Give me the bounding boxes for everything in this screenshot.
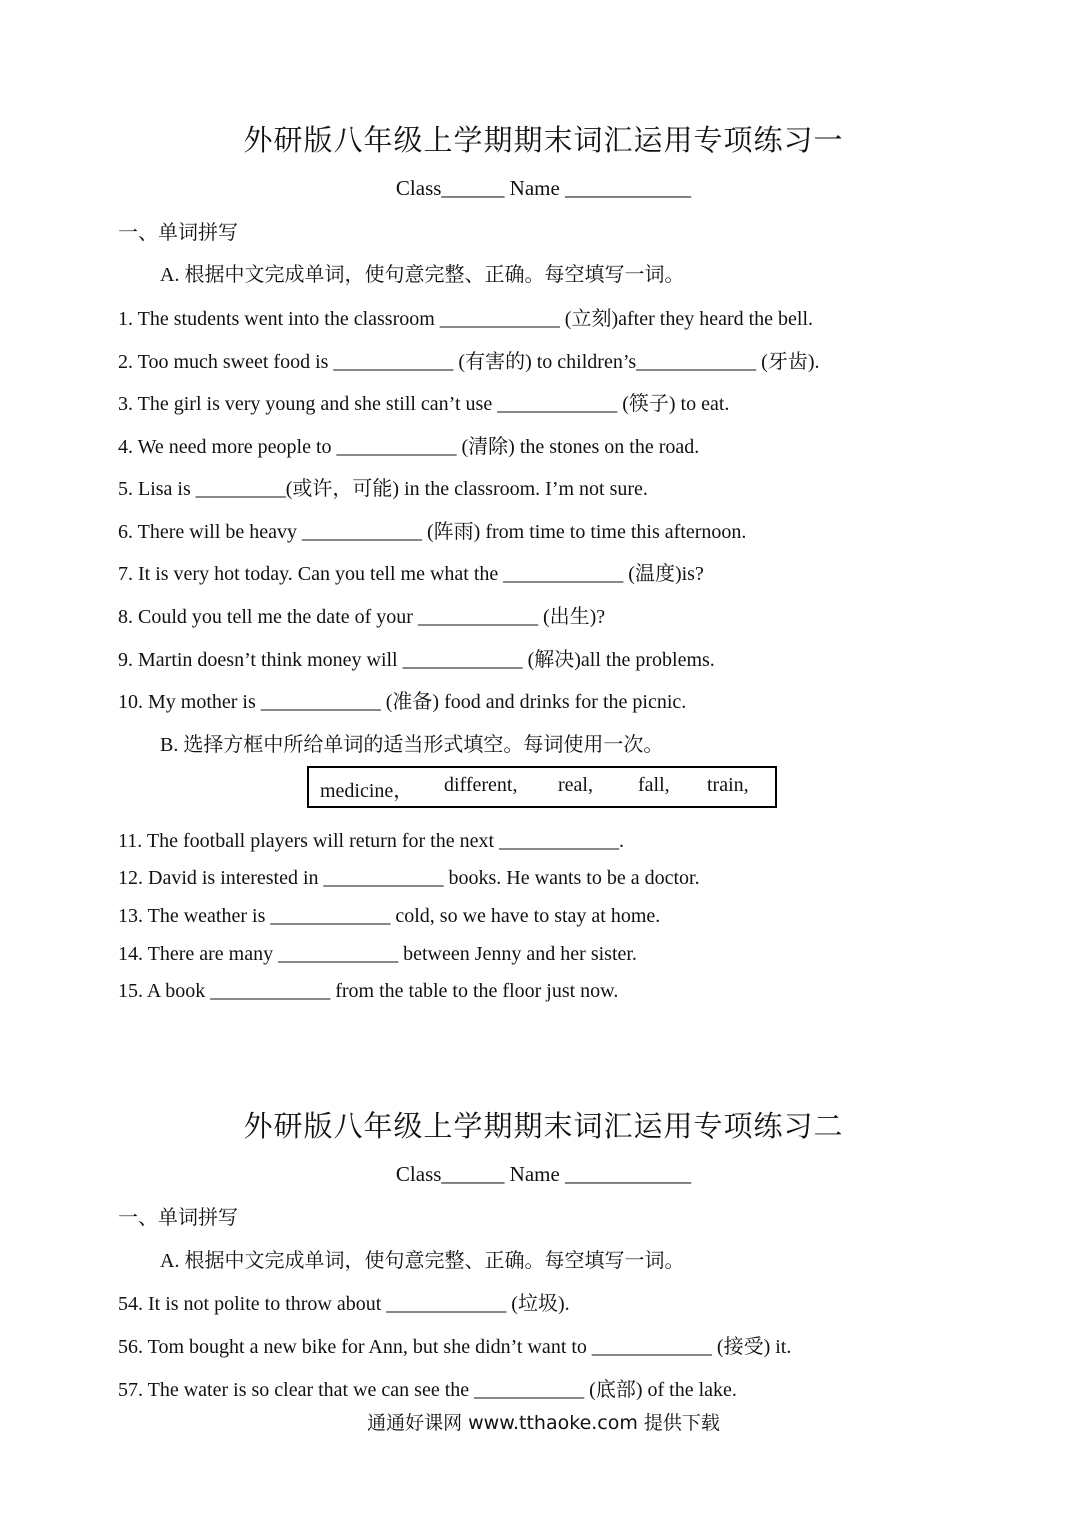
- page-title-1: 外研版八年级上学期期末词汇运用专项练习一: [243, 125, 844, 157]
- word-box-item: train,: [707, 774, 749, 796]
- page-title-2: 外研版八年级上学期期末词汇运用专项练习二: [243, 1111, 844, 1143]
- question-56: 56. Tom bought a new bike for Ann, but she didn’t want to ____________ (接受) it.: [118, 1336, 792, 1358]
- word-box-item: medicine，: [320, 780, 414, 802]
- word-box-item: fall,: [638, 774, 670, 796]
- question-12: 12. David is interested in ____________ books. He wants to be a doctor.: [118, 867, 700, 889]
- question-10: 10. My mother is ____________ (准备) food and drinks for the picnic.: [118, 691, 687, 713]
- section-heading-2: 一、单词拼写: [118, 1207, 238, 1229]
- question-6: 6. There will be heavy ____________ (阵雨) from time to time this afternoon.: [118, 521, 747, 543]
- question-11: 11. The football players will return for the next ____________.: [118, 830, 625, 852]
- question-3: 3. The girl is very young and she still can’t use ____________ (筷子) to eat.: [118, 393, 730, 415]
- instruction-a-2: A. 根据中文完成单词，使句意完整、正确。每空填写一词。: [160, 1250, 685, 1272]
- question-57: 57. The water is so clear that we can see the ___________ (底部) of the lake.: [118, 1379, 737, 1401]
- question-13: 13. The weather is ____________ cold, so we have to stay at home.: [118, 905, 661, 927]
- question-4: 4. We need more people to ____________ (清除) the stones on the road.: [118, 436, 700, 458]
- question-1: 1. The students went into the classroom ____________ (立刻)after they heard the bell.: [118, 308, 814, 330]
- instruction-a-1: A. 根据中文完成单词，使句意完整、正确。每空填写一词。: [160, 264, 685, 286]
- question-7: 7. It is very hot today. Can you tell me what the ____________ (温度)is?: [118, 563, 704, 585]
- question-8: 8. Could you tell me the date of your ____________ (出生)?: [118, 606, 606, 628]
- word-box-item: different,: [444, 774, 518, 796]
- class-name-line-2: Class______ Name ____________: [395, 1162, 692, 1186]
- footer-source: 通通好课网 www.tthaoke.com 提供下载: [367, 1412, 720, 1434]
- section-heading-1: 一、单词拼写: [118, 222, 238, 244]
- question-2: 2. Too much sweet food is ____________ (有害的) to children’s____________ (牙齿).: [118, 351, 820, 373]
- question-9: 9. Martin doesn’t think money will ____________ (解决)all the problems.: [118, 649, 715, 671]
- instruction-b-1: B. 选择方框中所给单词的适当形式填空。每词使用一次。: [160, 734, 664, 756]
- word-box-item: real,: [558, 774, 593, 796]
- question-5: 5. Lisa is _________(或许，可能) in the classroom. I’m not sure.: [118, 478, 648, 500]
- question-15: 15. A book ____________ from the table to the floor just now.: [118, 980, 619, 1002]
- question-54: 54. It is not polite to throw about ____________ (垃圾).: [118, 1293, 570, 1315]
- question-14: 14. There are many ____________ between Jenny and her sister.: [118, 943, 637, 965]
- class-name-line-1: Class______ Name ____________: [395, 176, 692, 200]
- word-box: [307, 766, 777, 808]
